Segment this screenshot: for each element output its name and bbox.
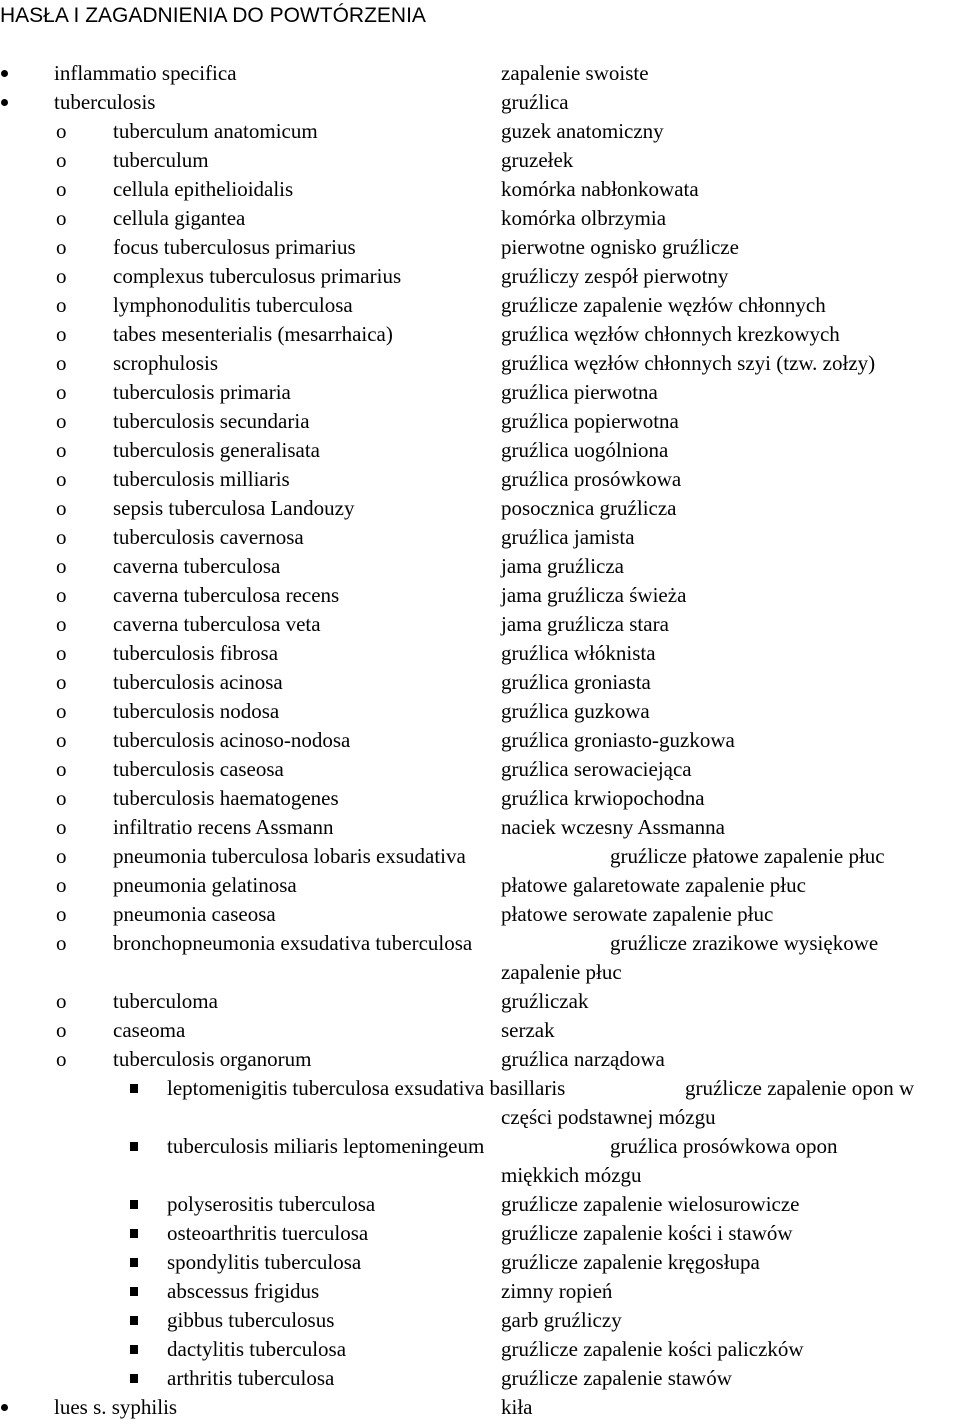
list-item [0,233,960,262]
latin-term: lymphonodulitis tuberculosa [113,293,353,317]
polish-translation: gruźliczak [501,989,589,1013]
circle-bullet: o [56,525,67,549]
polish-translation: zimny ropień [501,1279,613,1303]
list-item [0,204,960,233]
circle-bullet: o [56,931,67,955]
latin-term: tuberculosis nodosa [113,699,280,723]
polish-translation: gruźlicze płatowe zapalenie płuc [610,844,885,868]
polish-translation: płatowe galaretowate zapalenie płuc [501,873,806,897]
polish-translation: guzek anatomiczny [501,119,664,143]
list-item [0,1045,960,1074]
latin-term: tuberculum [113,148,209,172]
list-item [0,1364,960,1393]
circle-bullet: o [56,670,67,694]
circle-bullet: o [56,409,67,433]
polish-translation: gruźlica pierwotna [501,380,658,404]
list-item [0,262,960,291]
list-item [0,639,960,668]
polish-translation: gruźlica narządowa [501,1047,665,1071]
latin-term: caverna tuberculosa recens [113,583,340,607]
latin-term: lues s. syphilis [54,1395,178,1419]
circle-bullet: o [56,1047,67,1071]
polish-translation: gruźlicze zapalenie opon w [685,1076,915,1100]
list-item [0,755,960,784]
list-item [0,436,960,465]
polish-translation: gruźlica groniasta [501,670,651,694]
page-title: HASŁA I ZAGADNIENIA DO POWTÓRZENIA [0,4,426,27]
circle-bullet: o [56,873,67,897]
latin-term: tuberculosis primaria [113,380,291,404]
polish-translation: gruźliczy zespół pierwotny [501,264,729,288]
circle-bullet: o [56,235,67,259]
polish-translation: płatowe serowate zapalenie płuc [501,902,774,926]
polish-translation: gruźlica włóknista [501,641,656,665]
latin-term: bronchopneumonia exsudativa tuberculosa [113,931,473,955]
latin-term: leptomenigitis tuberculosa exsudativa basillaris [167,1076,566,1100]
list-item [0,726,960,755]
polish-translation: gruźlica krwiopochodna [501,786,705,810]
translation-continuation [0,1161,960,1190]
latin-term: tuberculosis generalisata [113,438,321,462]
latin-term: tuberculosis caseosa [113,757,284,781]
latin-term: dactylitis tuberculosa [167,1337,347,1361]
list-item [0,59,960,88]
polish-translation: gruźlicze zapalenie kości paliczków [501,1337,804,1361]
circle-bullet: o [56,264,67,288]
polish-translation: gruźlica serowaciejąca [501,757,692,781]
list-item [0,813,960,842]
list-item [0,1277,960,1306]
list-item [0,291,960,320]
polish-translation: gruźlica węzłów chłonnych szyi (tzw. zołzy) [501,351,876,375]
circle-bullet: o [56,583,67,607]
circle-bullet: o [56,815,67,839]
translation-continuation [0,1103,960,1132]
circle-bullet: o [56,786,67,810]
latin-term: focus tuberculosus primarius [113,235,356,259]
list-item [0,1190,960,1219]
polish-translation: jama gruźlicza świeża [501,583,687,607]
latin-term: osteoarthritis tuerculosa [167,1221,369,1245]
list-item [0,523,960,552]
latin-term: tuberculosis acinoso-nodosa [113,728,351,752]
polish-translation: naciek wczesny Assmanna [501,815,725,839]
polish-translation: gruźlicze zapalenie węzłów chłonnych [501,293,826,317]
latin-term: scrophulosis [113,351,218,375]
circle-bullet: o [56,989,67,1013]
latin-term: tuberculosis miliaris leptomeningeum [167,1134,485,1158]
list-item [0,1248,960,1277]
polish-translation: gruźlicze zapalenie wielosurowicze [501,1192,800,1216]
latin-term: cellula epithelioidalis [113,177,294,201]
circle-bullet: o [56,119,67,143]
circle-bullet: o [56,699,67,723]
latin-term: pneumonia gelatinosa [113,873,297,897]
circle-bullet: o [56,322,67,346]
list-item [0,146,960,175]
polish-translation: gruźlica uogólniona [501,438,669,462]
list-item [0,1074,960,1103]
list-item [0,1335,960,1364]
list-item [0,784,960,813]
circle-bullet: o [56,206,67,230]
latin-term: abscessus frigidus [167,1279,320,1303]
circle-bullet: o [56,1018,67,1042]
circle-bullet: o [56,438,67,462]
polish-translation: posocznica gruźlicza [501,496,677,520]
list-item [0,349,960,378]
latin-term: infiltratio recens Assmann [113,815,334,839]
list-item [0,320,960,349]
list-item [0,465,960,494]
polish-translation: gruźlica jamista [501,525,635,549]
circle-bullet: o [56,728,67,752]
latin-term: tuberculoma [113,989,218,1013]
circle-bullet: o [56,148,67,172]
list-item [0,1132,960,1161]
list-item [0,88,960,117]
latin-term: caseoma [113,1018,186,1042]
polish-translation: zapalenie swoiste [501,61,649,85]
circle-bullet: o [56,293,67,317]
list-item [0,1016,960,1045]
polish-translation: gruźlicze zapalenie stawów [501,1366,732,1390]
circle-bullet: o [56,554,67,578]
latin-term: complexus tuberculosus primarius [113,264,402,288]
latin-term: caverna tuberculosa veta [113,612,321,636]
latin-term: gibbus tuberculosus [167,1308,335,1332]
polish-translation: gruźlica węzłów chłonnych krezkowych [501,322,840,346]
list-item [0,1306,960,1335]
list-item [0,117,960,146]
list-item [0,581,960,610]
list-item [0,1393,960,1422]
latin-term: cellula gigantea [113,206,246,230]
latin-term: tuberculosis cavernosa [113,525,304,549]
polish-translation: gruźlica groniasto-guzkowa [501,728,735,752]
polish-translation: gruzełek [501,148,574,172]
list-item [0,378,960,407]
circle-bullet: o [56,902,67,926]
polish-translation-cont: części podstawnej mózgu [501,1105,716,1129]
latin-term: tuberculosis milliaris [113,467,290,491]
list-item [0,1219,960,1248]
latin-term: arthritis tuberculosa [167,1366,335,1390]
circle-bullet: o [56,844,67,868]
latin-term: tuberculosis acinosa [113,670,283,694]
polish-translation: gruźlicze zrazikowe wysiękowe [610,931,879,955]
circle-bullet: o [56,351,67,375]
polish-translation: gruźlica guzkowa [501,699,650,723]
list-item [0,929,960,958]
circle-bullet: o [56,612,67,636]
latin-term: pneumonia caseosa [113,902,276,926]
circle-bullet: o [56,177,67,201]
list-item [0,175,960,204]
latin-term: tuberculosis [54,90,156,114]
polish-translation: pierwotne ognisko gruźlicze [501,235,739,259]
list-item [0,610,960,639]
polish-translation: jama gruźlicza [501,554,625,578]
circle-bullet: o [56,496,67,520]
circle-bullet: o [56,757,67,781]
latin-term: sepsis tuberculosa Landouzy [113,496,355,520]
translation-continuation [0,958,960,987]
polish-translation: gruźlica popierwotna [501,409,679,433]
latin-term: tuberculosis fibrosa [113,641,279,665]
polish-translation: komórka olbrzymia [501,206,667,230]
list-item [0,494,960,523]
latin-term: tuberculosis secundaria [113,409,310,433]
polish-translation: komórka nabłonkowata [501,177,699,201]
latin-term: inflammatio specifica [54,61,237,85]
list-item [0,552,960,581]
latin-term: tuberculosis organorum [113,1047,312,1071]
polish-translation: serzak [501,1018,555,1042]
polish-translation: gruźlica prosówkowa [501,467,682,491]
latin-term: tuberculosis haematogenes [113,786,339,810]
list-item [0,842,960,871]
list-item [0,697,960,726]
polish-translation: garb gruźliczy [501,1308,622,1332]
list-item [0,668,960,697]
polish-translation-cont: zapalenie płuc [501,960,622,984]
circle-bullet: o [56,641,67,665]
latin-term: tuberculum anatomicum [113,119,318,143]
list-item [0,900,960,929]
polish-translation-cont: miękkich mózgu [501,1163,642,1187]
circle-bullet: o [56,467,67,491]
latin-term: tabes mesenterialis (mesarrhaica) [113,322,393,346]
latin-term: caverna tuberculosa [113,554,281,578]
list-item [0,407,960,436]
polish-translation: kiła [501,1395,533,1419]
latin-term: polyserositis tuberculosa [167,1192,376,1216]
polish-translation: gruźlicze zapalenie kości i stawów [501,1221,793,1245]
list-item [0,987,960,1016]
polish-translation: gruźlica [501,90,569,114]
circle-bullet: o [56,380,67,404]
list-item [0,871,960,900]
polish-translation: gruźlicze zapalenie kręgosłupa [501,1250,760,1274]
polish-translation: gruźlica prosówkowa opon [610,1134,838,1158]
latin-term: spondylitis tuberculosa [167,1250,362,1274]
latin-term: pneumonia tuberculosa lobaris exsudativa [113,844,466,868]
polish-translation: jama gruźlicza stara [501,612,669,636]
